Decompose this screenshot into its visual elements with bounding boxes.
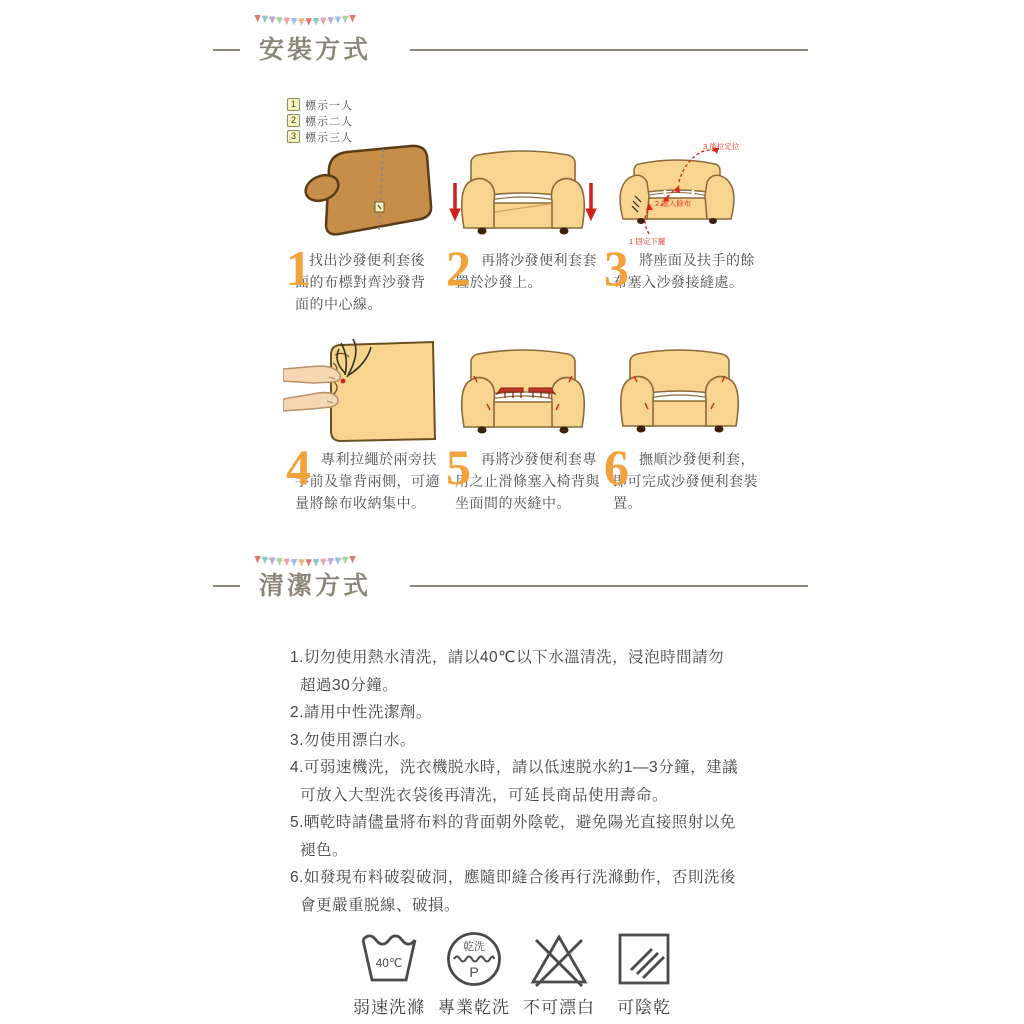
clean-title: 清潔方式	[259, 572, 372, 600]
annotation-tuck-fabric: 2 塞入餘布	[655, 199, 692, 208]
step-5-number: 5	[446, 439, 471, 495]
legend-item-three: 3 標示三人	[287, 129, 353, 144]
illustration-cover-on-sofa	[448, 143, 598, 246]
dry-clean-letter: P	[469, 964, 479, 980]
legend-num-3: 3	[287, 130, 300, 143]
dry-clean-icon	[442, 930, 506, 988]
illustration-drawstring	[283, 337, 441, 447]
step-3-number: 3	[604, 240, 629, 296]
step-2-text: 再將沙發便利套套置於沙發上。	[455, 252, 597, 290]
install-title: 安裝方式	[259, 36, 372, 64]
size-legend	[287, 97, 353, 145]
clean-item-1: 1.切勿使用熱水清洗，請以40℃以下水溫清洗，浸泡時間請勿超過30分鐘。	[290, 649, 725, 694]
upper-hand	[283, 366, 340, 383]
illustration-cover-back	[295, 142, 443, 244]
clean-rule-right	[410, 585, 808, 587]
no-bleach-icon	[527, 930, 591, 988]
clean-item-3: 3.勿使用漂白水。	[290, 731, 416, 749]
step-1-number: 1	[286, 240, 311, 296]
care-dry-clean: 乾洗 P 專業乾洗	[436, 930, 512, 1018]
step-6-number: 6	[604, 439, 629, 495]
illustration-finished-sofa	[607, 343, 752, 443]
step-3-text: 將座面及扶手的餘布塞入沙發接縫處。	[613, 252, 755, 290]
care-no-bleach: 不可漂白	[521, 930, 597, 1018]
care-wash-40: 40℃ 弱速洗滌	[351, 930, 427, 1018]
wash-temp-text: 40℃	[375, 956, 403, 970]
clean-item-2: 2.請用中性洗潔劑。	[290, 704, 432, 721]
step-4-text: 專利拉繩於兩旁扶手前及靠背兩側，可適量將餘布收納集中。	[295, 451, 440, 511]
install-rule-left	[213, 49, 240, 51]
annotation-fix-hem: 1 固定下擺	[629, 237, 666, 246]
step-4-number: 4	[286, 439, 311, 495]
legend-num-2: 2	[287, 114, 300, 127]
legend-item-one: 1 標示一人	[287, 97, 353, 112]
illustration-tuck-steps	[605, 140, 750, 248]
step-2	[446, 240, 598, 296]
step-2-number: 2	[446, 240, 471, 296]
step-6-text: 撫順沙發便利套，即可完成沙發便利套裝置。	[613, 451, 758, 511]
wash-basin-icon	[357, 930, 421, 988]
legend-num-1: 1	[287, 98, 300, 111]
step-1-text: 找出沙發便利套後面的布標對齊沙發背面的中心線。	[295, 252, 426, 312]
annotation-pull-position: 3 後拉定位	[703, 142, 740, 151]
shade-dry-icon	[612, 930, 676, 988]
laundry-care-icons	[351, 930, 682, 1018]
clean-item-6: 6.如發現布料破裂破洞，應隨即縫合後再行洗滌動作，否則洗後會更嚴重脱線、破損。	[290, 869, 736, 914]
step-6	[604, 439, 760, 514]
clean-item-4: 4.可弱速機洗，洗衣機脱水時，請以低速脱水約1—3分鐘，建議可放入大型洗衣袋後再清洗，可延長商品使用壽命。	[290, 759, 739, 804]
install-rule-right	[410, 49, 808, 51]
clean-rule-left	[213, 585, 240, 587]
legend-item-two: 2 標示二人	[287, 113, 353, 128]
cleaning-instruction-list	[290, 644, 740, 919]
step-1	[286, 240, 438, 315]
care-shade-dry: 可陰乾	[606, 930, 682, 1018]
install-bunting-icon	[253, 13, 359, 37]
clean-item-5: 5.晒乾時請儘量將布料的背面朝外陰乾，避免陽光直接照射以免褪色。	[290, 814, 736, 859]
step-5	[446, 439, 602, 514]
step-5-text: 再將沙發便利套專用之止滑條塞入椅背與坐面間的夾縫中。	[455, 451, 600, 511]
illustration-antislip-strips	[447, 342, 599, 445]
step-4	[286, 439, 444, 514]
dry-clean-text: 乾洗	[463, 941, 485, 953]
